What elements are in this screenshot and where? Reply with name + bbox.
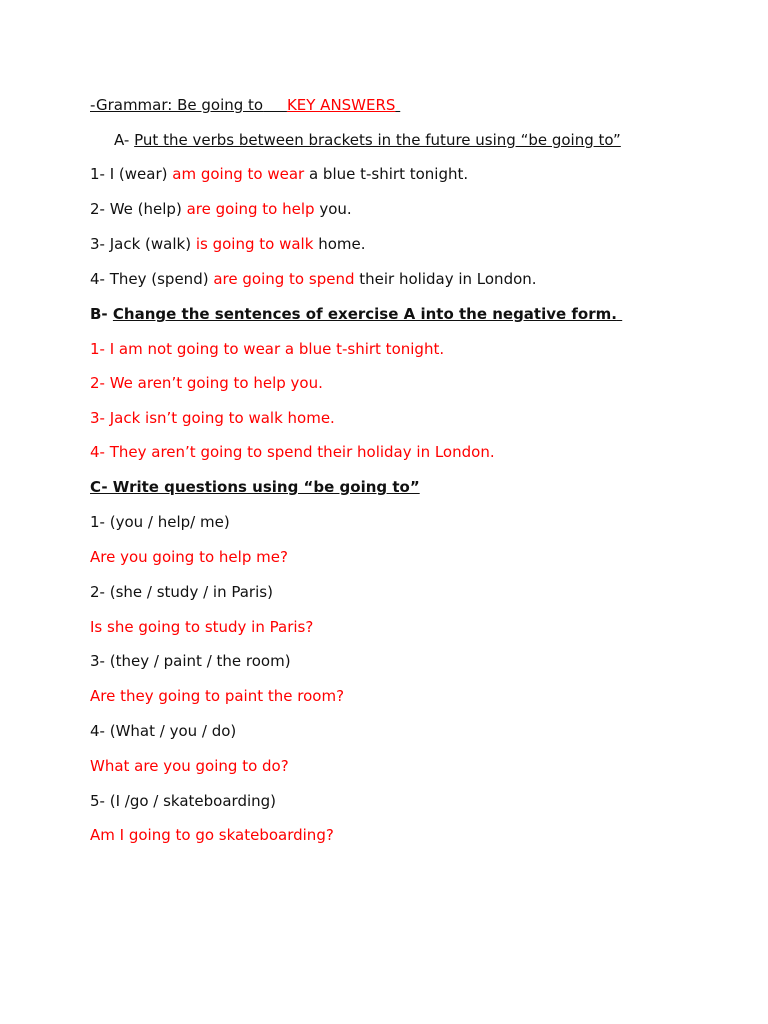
section-b-instruction-text: Change the sentences of exercise A into the negative form. — [112, 305, 617, 323]
section-b-answer-4: 4- They aren’t going to spend their holiday in London. — [90, 443, 495, 461]
item-rest: a blue t-shirt tonight. — [308, 165, 469, 183]
section-c-prompt-2: 2- (she / study / in Paris) — [90, 583, 273, 601]
section-b-answer-1: 1- I am not going to wear a blue t-shirt tonight. — [90, 340, 445, 358]
section-c-answer-1: Are you going to help me? — [90, 548, 288, 566]
item-prompt: 1- I (wear) — [90, 165, 168, 183]
section-c-title: C- Write questions using “be going to” — [90, 478, 420, 496]
item-prompt: 2- We (help) — [90, 200, 182, 218]
section-c-answer-4: What are you going to do? — [90, 757, 289, 775]
section-c-prompt-1: 1- (you / help/ me) — [90, 513, 230, 531]
item-rest: home. — [318, 235, 366, 253]
section-b-instruction — [90, 304, 622, 324]
section-b-answer-3: 3- Jack isn’t going to walk home. — [90, 409, 335, 427]
item-prompt: 4- They (spend) — [90, 270, 209, 288]
item-answer: is going to walk — [195, 235, 314, 253]
section-b-answer-2: 2- We aren’t going to help you. — [90, 374, 323, 392]
section-c-answer-2: Is she going to study in Paris? — [90, 618, 314, 636]
section-a-letter: A- — [114, 131, 130, 149]
title-trailing-space — [395, 96, 400, 114]
section-a-instruction — [114, 130, 621, 150]
section-a-item-1 — [90, 164, 468, 184]
item-rest: their holiday in London. — [359, 270, 537, 288]
section-a-item-3 — [90, 234, 365, 254]
section-c-prompt-5: 5- (I /go / skateboarding) — [90, 792, 277, 810]
section-c-prompt-3: 3- (they / paint / the room) — [90, 652, 291, 670]
item-rest: you. — [319, 200, 352, 218]
worksheet-title — [90, 95, 400, 115]
key-answers-label: KEY ANSWERS — [286, 96, 396, 114]
section-b-letter: B- — [90, 305, 108, 323]
title-gap — [263, 96, 287, 114]
item-answer: am going to wear — [172, 165, 305, 183]
section-b-trailing-space — [617, 305, 622, 323]
title-prefix: -Grammar: Be going to — [90, 96, 264, 114]
section-a-instruction-text: Put the verbs between brackets in the future using “be going to” — [134, 131, 621, 149]
section-a-item-2 — [90, 199, 352, 219]
item-answer: are going to spend — [213, 270, 355, 288]
section-a-item-4 — [90, 269, 537, 289]
item-prompt: 3- Jack (walk) — [90, 235, 192, 253]
section-c-answer-3: Are they going to paint the room? — [90, 687, 345, 705]
section-c-answer-5: Am I going to go skateboarding? — [90, 826, 334, 844]
section-c-prompt-4: 4- (What / you / do) — [90, 722, 237, 740]
item-answer: are going to help — [186, 200, 315, 218]
